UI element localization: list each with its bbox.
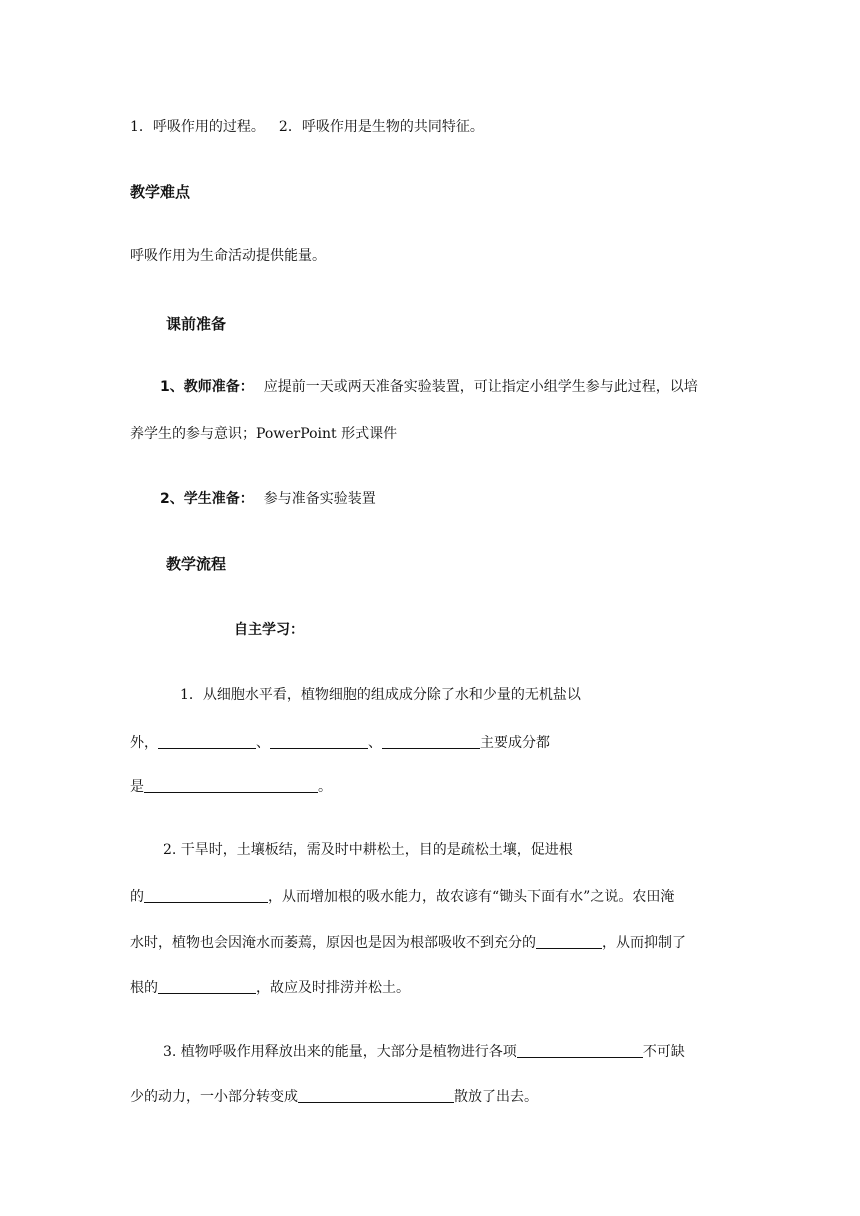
preparation-heading: 课前准备 bbox=[166, 315, 227, 333]
q1-text-c: 是 bbox=[130, 779, 144, 795]
key-point-2: 2．呼吸作用是生物的共同特征。 bbox=[278, 119, 484, 135]
q2-line2 bbox=[130, 888, 674, 906]
q2-blank-3[interactable] bbox=[158, 979, 256, 994]
process-heading: 教学流程 bbox=[166, 555, 227, 573]
q1-text-b: 主要成分都 bbox=[480, 735, 550, 751]
difficulty-text: 呼吸作用为生命活动提供能量。 bbox=[130, 248, 326, 264]
q2-text-b: ，从而增加根的吸水能力，故农谚有“锄头下面有水”之说。农田淹 bbox=[268, 889, 675, 905]
q2-line4 bbox=[130, 979, 410, 997]
q1-text-d: 。 bbox=[318, 779, 332, 795]
q1-text-a: 外， bbox=[130, 735, 158, 751]
student-prep-line bbox=[160, 490, 376, 508]
q1-blank-1[interactable] bbox=[158, 734, 256, 749]
student-prep-text: 参与准备实验装置 bbox=[263, 491, 376, 507]
q1-line1: 1．从细胞水平看，植物细胞的组成成分除了水和少量的无机盐以 bbox=[180, 687, 581, 703]
q1-line3 bbox=[130, 778, 332, 796]
key-points-line bbox=[130, 118, 484, 136]
q3-blank-2[interactable] bbox=[298, 1088, 454, 1103]
teacher-prep-line1 bbox=[160, 378, 698, 396]
q3-line1 bbox=[163, 1043, 685, 1061]
q3-text-b: 不可缺 bbox=[642, 1044, 685, 1060]
q2-line3 bbox=[130, 934, 686, 952]
student-prep-label: 2、学生准备： bbox=[160, 491, 254, 507]
teacher-prep-text: 应提前一天或两天准备实验装置，可让指定小组学生参与此过程，以培 bbox=[263, 379, 698, 395]
difficulty-heading: 教学难点 bbox=[130, 183, 191, 201]
q3-line2 bbox=[130, 1088, 538, 1106]
q1-sep-2: 、 bbox=[368, 735, 382, 751]
q3-text-c: 少的动力，一小部分转变成 bbox=[130, 1089, 298, 1105]
q2-blank-1[interactable] bbox=[144, 888, 268, 903]
q2-text-f: ，故应及时排涝并松土。 bbox=[256, 980, 410, 996]
q3-blank-1[interactable] bbox=[517, 1043, 643, 1058]
q2-line1: 2. 干旱时，土壤板结，需及时中耕松土，目的是疏松土壤，促进根 bbox=[163, 842, 573, 858]
q2-text-d: ，从而抑制了 bbox=[602, 935, 686, 951]
q1-sep-1: 、 bbox=[256, 735, 270, 751]
q3-text-d: 散放了出去。 bbox=[454, 1089, 538, 1105]
q1-line2 bbox=[130, 734, 550, 752]
q2-text-e: 根的 bbox=[130, 980, 158, 996]
q2-text-c: 水时，植物也会因淹水而萎蔫，原因也是因为根部吸收不到充分的 bbox=[130, 935, 536, 951]
q1-blank-4[interactable] bbox=[144, 778, 318, 793]
teacher-prep-line2: 养学生的参与意识；PowerPoint 形式课件 bbox=[130, 426, 398, 442]
q2-blank-2[interactable] bbox=[536, 934, 602, 949]
self-study-label: 自主学习： bbox=[234, 622, 304, 638]
q2-text-a: 的 bbox=[130, 889, 144, 905]
q1-blank-3[interactable] bbox=[382, 734, 480, 749]
q1-blank-2[interactable] bbox=[270, 734, 368, 749]
teacher-prep-label: 1、教师准备： bbox=[160, 379, 254, 395]
q3-text-a: 3. 植物呼吸作用释放出来的能量，大部分是植物进行各项 bbox=[163, 1044, 517, 1060]
key-point-1: 1．呼吸作用的过程。 bbox=[130, 119, 265, 135]
